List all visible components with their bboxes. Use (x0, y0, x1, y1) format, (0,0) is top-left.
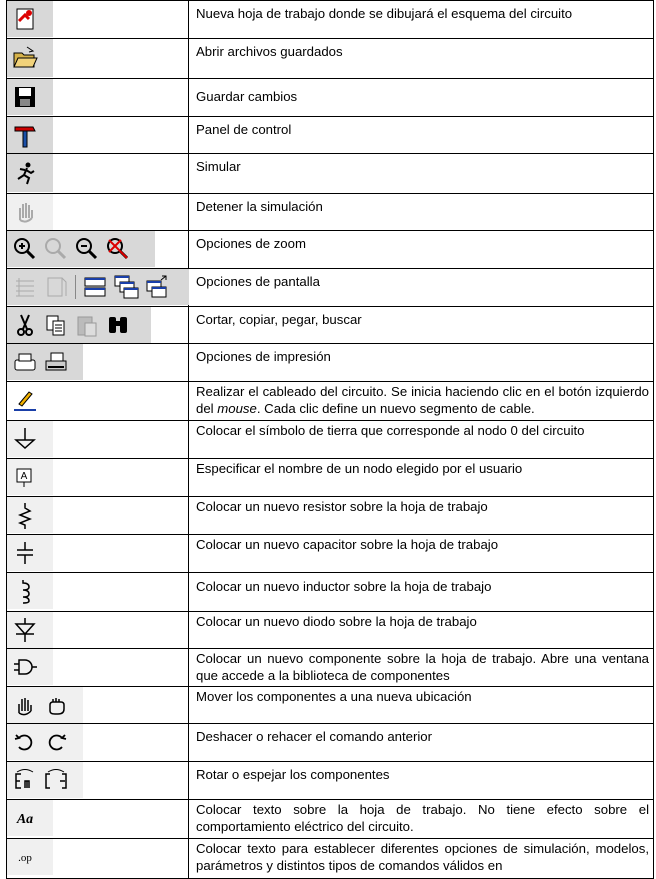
row-description: Realizar el cableado del circuito. Se inicia haciendo clic en el botón izquierdo del mouse. Cada clic define un nuevo segmento de cable. (189, 382, 654, 421)
row-description: Detener la simulación (189, 194, 654, 231)
row-description: Deshacer o rehacer el comando anterior (189, 724, 654, 762)
row-description: Especificar el nombre de un nodo elegido por el usuario (189, 459, 654, 497)
grid-icon[interactable] (11, 273, 39, 301)
zoom-out-icon[interactable] (73, 235, 101, 263)
window-arrange-icon[interactable] (143, 273, 171, 301)
pencil-wire-icon[interactable] (11, 386, 39, 414)
table-row (7, 269, 654, 307)
svg-text:.op: .op (18, 852, 32, 864)
table-row (7, 839, 654, 879)
row-description: Colocar un nuevo componente sobre la hoja de trabajo. Abre una ventana que accede a la biblioteca de componentes (189, 649, 654, 687)
row-description: Opciones de impresión (189, 344, 654, 382)
run-icon[interactable] (11, 159, 39, 187)
table-row (7, 573, 654, 612)
table-row (7, 535, 654, 573)
ground-symbol-icon[interactable] (11, 425, 39, 453)
rotate-icon[interactable] (11, 766, 39, 794)
table-row (7, 649, 654, 687)
row-description: Colocar texto para establecer diferentes opciones de simulación, modelos, parámetros y distintos tipos de comandos válidos en (189, 839, 654, 879)
open-folder-icon[interactable] (11, 44, 39, 72)
resistor-icon[interactable] (11, 501, 39, 529)
binoculars-icon[interactable] (104, 311, 132, 339)
and-gate-icon[interactable] (11, 653, 39, 681)
row-description: Rotar o espejar los componentes (189, 762, 654, 800)
spice-directive-icon[interactable] (11, 843, 39, 871)
table-row (7, 79, 654, 117)
page-outline-icon[interactable] (42, 273, 70, 301)
print-preview-icon[interactable] (11, 348, 39, 376)
inductor-icon[interactable] (11, 577, 39, 605)
toolbar-separator (75, 275, 76, 299)
table-row (7, 39, 654, 79)
undo-icon[interactable] (11, 728, 39, 756)
table-row (7, 421, 654, 459)
window-tile-icon[interactable] (81, 273, 109, 301)
toolbar-reference-table (6, 0, 654, 879)
table-row (7, 231, 654, 269)
table-row (7, 1, 654, 39)
table-row (7, 724, 654, 762)
save-disk-icon[interactable] (11, 83, 39, 111)
net-label-icon[interactable] (11, 463, 39, 491)
table-row (7, 687, 654, 724)
table-row (7, 194, 654, 231)
table-row (7, 307, 654, 344)
printer-icon[interactable] (42, 348, 70, 376)
window-cascade-icon[interactable] (112, 273, 140, 301)
grab-hand-icon[interactable] (42, 691, 70, 719)
table-row (7, 497, 654, 535)
paste-icon[interactable] (73, 311, 101, 339)
row-description: Guardar cambios (189, 79, 654, 117)
row-description: Simular (189, 154, 654, 194)
row-description: Cortar, copiar, pegar, buscar (189, 307, 654, 344)
text-aa-icon[interactable] (11, 804, 39, 832)
table-row (7, 762, 654, 800)
table-row (7, 117, 654, 154)
diode-icon[interactable] (11, 616, 39, 644)
new-sheet-icon[interactable] (11, 5, 39, 33)
redo-icon[interactable] (42, 728, 70, 756)
table-row (7, 612, 654, 649)
table-row (7, 154, 654, 194)
zoom-area-icon[interactable] (42, 235, 70, 263)
zoom-cancel-icon[interactable] (104, 235, 132, 263)
mirror-icon[interactable] (42, 766, 70, 794)
row-description: Nueva hoja de trabajo donde se dibujará el esquema del circuito (189, 1, 654, 39)
row-description: Panel de control (189, 117, 654, 154)
copy-icon[interactable] (42, 311, 70, 339)
row-description: Colocar texto sobre la hoja de trabajo. No tiene efecto sobre el comportamiento eléctrico del circuito. (189, 800, 654, 839)
table-row (7, 344, 654, 382)
row-description: Colocar el símbolo de tierra que corresponde al nodo 0 del circuito (189, 421, 654, 459)
zoom-in-icon[interactable] (11, 235, 39, 263)
svg-text:Aa: Aa (16, 812, 34, 827)
svg-text:A: A (20, 471, 28, 482)
capacitor-icon[interactable] (11, 539, 39, 567)
scissors-icon[interactable] (11, 311, 39, 339)
row-description: Opciones de zoom (189, 231, 654, 269)
table-row (7, 459, 654, 497)
table-row (7, 382, 654, 421)
row-description: Opciones de pantalla (189, 269, 654, 307)
row-description: Colocar un nuevo diodo sobre la hoja de trabajo (189, 612, 654, 649)
hammer-icon[interactable] (11, 121, 39, 149)
row-description: Colocar un nuevo capacitor sobre la hoja de trabajo (189, 535, 654, 573)
row-description: Colocar un nuevo resistor sobre la hoja de trabajo (189, 497, 654, 535)
hand-stop-icon[interactable] (11, 198, 39, 226)
row-description: Abrir archivos guardados (189, 39, 654, 79)
row-description: Colocar un nuevo inductor sobre la hoja de trabajo (189, 573, 654, 612)
table-row (7, 800, 654, 839)
row-description: Mover los componentes a una nueva ubicación (189, 687, 654, 724)
drag-hand-icon[interactable] (11, 691, 39, 719)
